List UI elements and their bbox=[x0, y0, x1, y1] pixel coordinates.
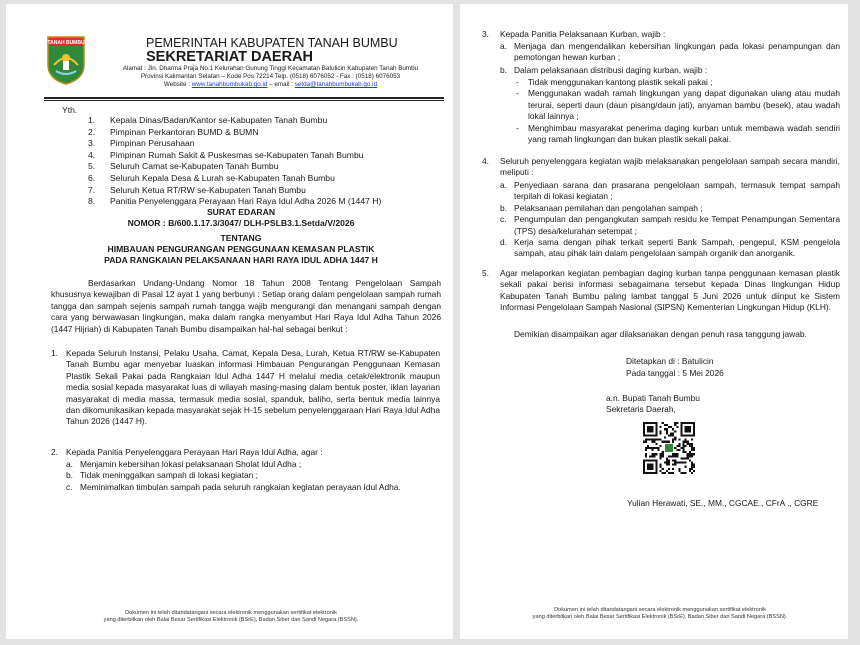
recipient-item bbox=[88, 185, 438, 197]
list-item bbox=[66, 459, 440, 470]
letterhead-address bbox=[98, 65, 443, 89]
item-1-text: Kepada Seluruh Instansi, Pelaku Usaha, Camat, Kepala Desa, Lurah, Ketua RT/RW se-Kabupaten Tanah Bumbu agar menyebar luaskan informasi Himbauan Pengurangan Penggunaan Kemasan Plastik Sekali Pakai pada Rangkaian Idul Adha 1447 H melalui media cetak/elektronik maupun media sosial kepada masyarakat luas di wilayah masing-masing dalam bentuk poster, iklan layanan masyarakat di media massa, termasuk media sosial, spanduk, baliho, serta bentuk media lainnya dan dikomunikasikan kepada masyarakat sejak H-15 sebelum penyelenggaraan Hari Raya Idul Adha Tahun 2026 (1447 H). bbox=[66, 348, 440, 427]
item-3b-text: Dalam pelaksanaan distribusi daging kurban, wajib : bbox=[514, 65, 708, 75]
recipient-item bbox=[88, 115, 438, 127]
recipient-item bbox=[88, 127, 438, 139]
list-item bbox=[500, 180, 840, 203]
recipient-number: 3. bbox=[88, 138, 96, 149]
signature-qr-code bbox=[643, 422, 695, 474]
dash-item-text: Menggunakan wadah ramah lingkungan yang dapat digunakan ulang atau mudah terurai, seperti daun (daun pisang/daun jati), anyaman bambu (besek), atau wadah lokal lainnya ; bbox=[528, 88, 840, 122]
e-signature-notice-2 bbox=[500, 607, 820, 621]
subject-line-2: PADA RANGKAIAN PELAKSANAAN HARI RAYA IDUL ADHA 1447 H bbox=[104, 255, 378, 265]
e-signature-notice bbox=[66, 610, 396, 624]
subject-line-1: HIMBAUAN PENGURANGAN PENGGUNAAN KEMASAN PLASTIK bbox=[107, 244, 375, 254]
item-3a-number: a. bbox=[500, 41, 507, 51]
list-item-letter: a. bbox=[500, 180, 507, 190]
recipient-number: 7. bbox=[88, 184, 96, 195]
recipient-item bbox=[88, 173, 438, 185]
item-2-sublist bbox=[66, 459, 440, 493]
regency-crest-logo bbox=[46, 35, 86, 85]
closing-statement: Demikian disampaikan agar dilaksanakan dengan penuh rasa tanggung jawab. bbox=[514, 329, 807, 339]
dash-item-text: Menghimbau masyarakat penerima daging kurban untuk membawa wadah sendiri yang ramah lingkungan dan bukan plastik sekali pakai. bbox=[528, 122, 840, 145]
recipient-number: 1. bbox=[88, 115, 96, 125]
recipient-number: 2. bbox=[88, 126, 96, 137]
item-5-text: Agar melaporkan kegiatan pembagian daging kurban tanpa penggunaan kemasan plastik sekali pakai berisi informasi sebagaimana tersebut kepada Dinas lingkungan Hidup Kabupaten Tanah Bumbu paling lambat tanggal 5 Juni 2026 untuk diinput ke Sistem Informasi Pengelolaan Sampah Nasional (SIPSN) Kementerian Lingkungan Hidup (KLH). bbox=[500, 268, 840, 313]
item-2-number: 2. bbox=[51, 447, 58, 457]
letterhead-rule-thick bbox=[44, 97, 444, 99]
dash-bullet: - bbox=[516, 88, 519, 99]
item-3b-dash-list bbox=[514, 77, 840, 145]
list-item bbox=[500, 237, 840, 260]
salutation: Yth. bbox=[62, 105, 78, 115]
list-item-letter: b. bbox=[66, 470, 73, 481]
address-line-2: Provinsi Kalimantan Selatan – Kode Pos 72214 Telp. (0518) 6076052 - Fax : (0518) 6076053 bbox=[140, 73, 401, 80]
recipient-number: 5. bbox=[88, 161, 96, 172]
recipient-number: 4. bbox=[88, 149, 96, 160]
recipient-text: Pimpinan Perkantoran BUMD & BUMN bbox=[110, 126, 259, 137]
document-page-1 bbox=[6, 4, 453, 639]
dash-item-text: Tidak menggunakan kantong plastik sekali pakai ; bbox=[528, 77, 713, 87]
list-item-letter: d. bbox=[500, 237, 507, 248]
department-name: SEKRETARIAT DAERAH bbox=[146, 49, 314, 65]
intro-paragraph: Berdasarkan Undang-Undang Nomor 18 Tahun 2008 Tentang Pengelolaan Sampah khususnya kewajiban di Pasal 12 ayat 1 yang berbunyi : Setiap orang dalam pengelolaan sampah rumah tangga dan sampah sejenis sampah rumah tangga wajib mengurangi dan menangani sampah dengan cara yang berwawasan lingkungan, maka dalam rangka menyambut Hari Raya Idul Adha Tahun 2026 (1447 Hijriah) di Kabupaten Tanah Bumbu disampaikan hal-hal sebagai berikut : bbox=[51, 278, 441, 334]
list-item-text: Kerja sama dengan pihak terkait seperti Bank Sampah, pengepul, KSM pengelola sampah, atau pihak lain dalam pengelolaan sampah organik dan anorganik. bbox=[514, 237, 840, 259]
circular-title: SURAT EDARAN bbox=[206, 207, 276, 217]
item-1-number: 1. bbox=[51, 348, 58, 358]
recipient-text: Seluruh Kepala Desa & Lurah se-Kabupaten Tanah Bumbu bbox=[110, 172, 335, 183]
list-item-text: Tidak meninggalkan sampah di lokasi kegiatan ; bbox=[80, 470, 258, 481]
list-item bbox=[66, 470, 440, 481]
recipient-number: 6. bbox=[88, 172, 96, 183]
recipient-text: Kepala Dinas/Badan/Kantor se-Kabupaten Tanah Bumbu bbox=[110, 115, 328, 125]
signature-place: Ditetapkan di : Batulicin bbox=[626, 356, 714, 366]
website-link[interactable]: www.tanahbumbukab.go.id bbox=[191, 81, 268, 88]
list-item-text: Menjamin kebersihan lokasi pelaksanaan Sholat Idul Adha ; bbox=[80, 459, 302, 469]
list-item bbox=[500, 214, 840, 237]
list-item-text: Meminimalkan timbulan sampah pada seluruh rangkaian kegiatan perayaan Idul Adha. bbox=[80, 481, 401, 492]
footer-line-2: yang diterbitkan oleh Balai Besar Sertifikasi Elektronik (BSrE), Badan Siber dan Sandi Negara (BSSN). bbox=[532, 614, 788, 620]
recipient-list bbox=[88, 115, 438, 208]
list-item-text: Pelaksanaan pemilahan dan pengolahan sampah ; bbox=[514, 202, 703, 213]
recipient-text: Seluruh Camat se-Kabupaten Tanah Bumbu bbox=[110, 161, 279, 172]
list-item-text: Penyediaan sarana dan prasarana pengelolaan sampah, termasuk tempat sampah terpilah di lokasi kegiatan ; bbox=[514, 180, 840, 202]
address-line-1: Alamat : Jln. Dharma Praja No.1 Kelurahan Gunung Tinggi Kecamatan Batulicin Kabupaten Tanah Bumbu bbox=[122, 65, 419, 72]
list-item-letter: c. bbox=[500, 214, 507, 225]
dash-bullet: - bbox=[516, 77, 519, 87]
item-3-text: Kepada Panitia Pelaksanaan Kurban, wajib : bbox=[500, 29, 666, 39]
recipient-text: Pimpinan Rumah Sakit & Puskesmas se-Kabupaten Tanah Bumbu bbox=[110, 149, 364, 160]
recipient-item bbox=[88, 150, 438, 162]
item-5-number: 5. bbox=[482, 268, 489, 278]
circular-number: NOMOR : B/600.1.17.3/3047/ DLH-PSLB3.1.Setda/V/2026 bbox=[127, 218, 355, 228]
item-3b-number: b. bbox=[500, 65, 507, 75]
list-item bbox=[66, 482, 440, 493]
dash-item bbox=[514, 123, 840, 146]
signature-position: Sekretaris Daerah, bbox=[606, 404, 676, 414]
signature-date: Pada tanggal : 5 Mei 2026 bbox=[626, 368, 724, 378]
dash-bullet: - bbox=[516, 122, 519, 133]
list-item-text: Pengumpulan dan pengangkutan sampah residu ke Tempat Penampungan Sementara (TPS) desa/kelurahan setempat ; bbox=[514, 214, 840, 236]
letterhead-rule-thin bbox=[44, 100, 444, 101]
email-link[interactable]: setda@tanahbumbukab.go.id bbox=[294, 81, 378, 88]
footer-line-1: Dokumen ini telah ditandatangani secara elektronik menggunakan sertifikat elektronik bbox=[125, 610, 337, 616]
signatory-name: Yulian Herawati, SE., MM., CGCAE., CFrA ., CGRE bbox=[627, 498, 819, 508]
list-item-letter: c. bbox=[66, 481, 73, 492]
item-3-number: 3. bbox=[482, 29, 489, 39]
dash-item bbox=[514, 77, 840, 88]
item-4-sublist bbox=[500, 180, 840, 260]
circular-about: TENTANG bbox=[220, 233, 262, 243]
email-label: – email : bbox=[267, 81, 295, 88]
recipient-item bbox=[88, 138, 438, 150]
item-4-text: Seluruh penyelenggara kegiatan wajib melaksanakan pengelolaan sampah secara mandiri, meliputi : bbox=[500, 156, 840, 178]
list-item-letter: b. bbox=[500, 202, 507, 213]
footer-line-2: yang diterbitkan oleh Balai Besar Sertifikasi Elektronik (BSrE), Badan Siber dan Sandi Negara (BSSN). bbox=[103, 617, 359, 623]
website-label: Website : bbox=[163, 81, 192, 88]
recipient-text: Seluruh Ketua RT/RW se-Kabupaten Tanah Bumbu bbox=[110, 184, 306, 195]
recipient-text: Pimpinan Perusahaan bbox=[110, 138, 195, 149]
recipient-item bbox=[88, 196, 438, 208]
item-4-number: 4. bbox=[482, 156, 489, 166]
institution-name: PEMERINTAH KABUPATEN TANAH BUMBU bbox=[146, 36, 398, 50]
list-item-letter: a. bbox=[66, 459, 73, 469]
list-item bbox=[500, 203, 840, 214]
item-3a-text: Menjaga dan mengendalikan kebersihan lingkungan pada lokasi penampungan dan pemotongan hewan kurban ; bbox=[514, 41, 840, 63]
footer-line-1: Dokumen ini telah ditandatangani secara elektronik menggunakan sertifikat elektronik bbox=[554, 607, 766, 613]
item-2-text: Kepada Panitia Penyelenggara Perayaan Hari Raya Idul Adha, agar : bbox=[66, 447, 323, 457]
recipient-item bbox=[88, 161, 438, 173]
recipient-number: 8. bbox=[88, 196, 96, 207]
signature-on-behalf: a.n. Bupati Tanah Bumbu bbox=[606, 393, 700, 403]
contact-line bbox=[98, 81, 443, 89]
dash-item bbox=[514, 88, 840, 122]
recipient-text: Panitia Penyelenggara Perayaan Hari Raya Idul Adha 2026 M (1447 H) bbox=[110, 196, 382, 207]
logo-text: TANAH BUMBU bbox=[47, 40, 85, 47]
document-page-2 bbox=[460, 4, 848, 639]
